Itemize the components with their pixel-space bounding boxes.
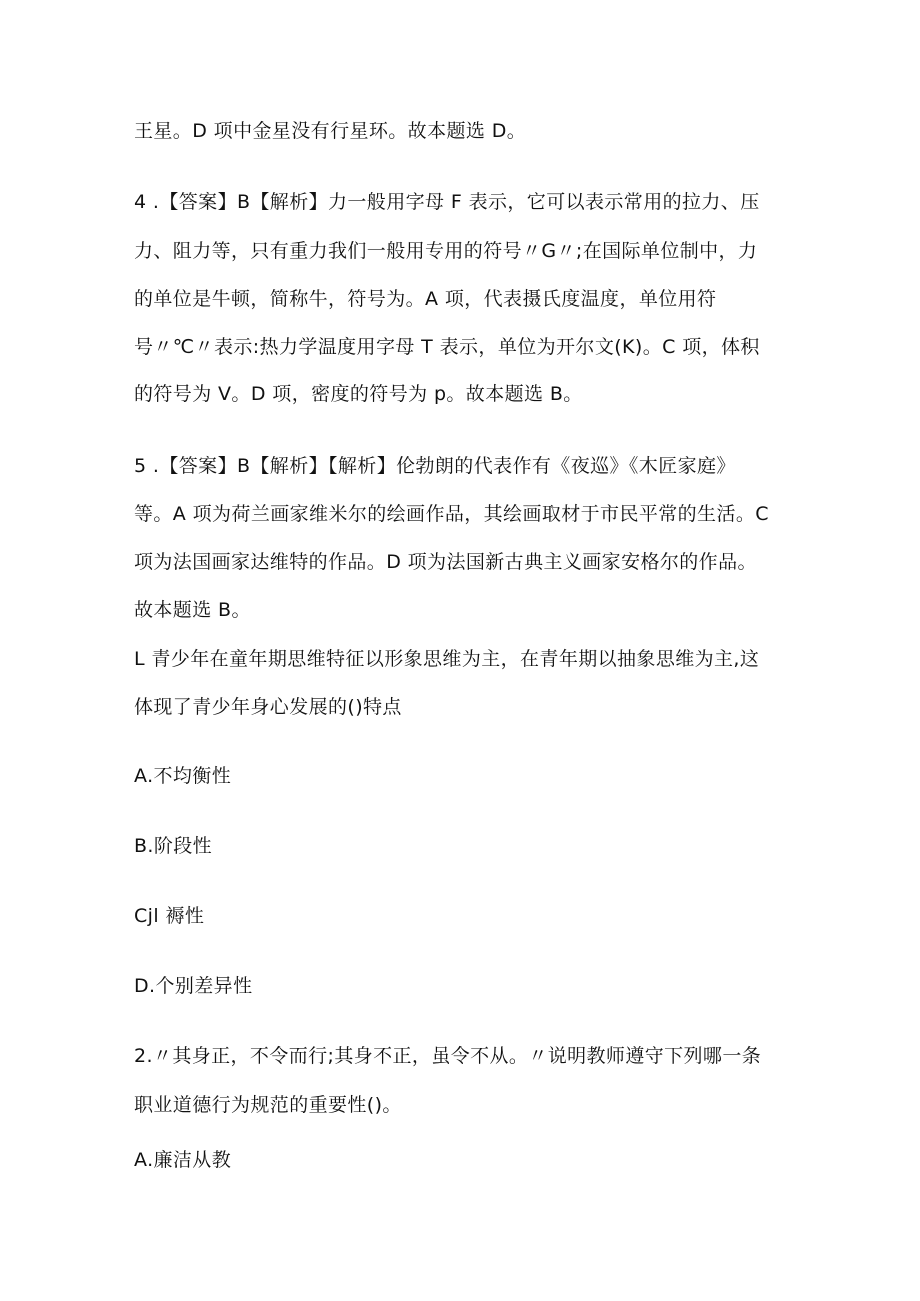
answer-option-a: A.廉洁从教 — [134, 1149, 232, 1171]
answer-option-c: Cjl 褥性 — [134, 905, 205, 927]
text-line: 王星。D 项中金星没有行星环。故本题选 D。 — [134, 120, 527, 142]
question-text: 职业道德行为规范的重要性()。 — [134, 1094, 402, 1116]
text-line: 故本题选 B。 — [134, 599, 251, 621]
question-text: L 青少年在童年期思维特征以形象思维为主，在青年期以抽象思维为主,这 — [134, 648, 760, 670]
text-line: 项为法国画家达维特的作品。D 项为法国新古典主义画家安格尔的作品。 — [134, 551, 757, 573]
question-text: 体现了青少年身心发展的()特点 — [134, 696, 402, 718]
answer-option-d: D.个别差异性 — [134, 975, 253, 997]
answer-option-a: A.不均衡性 — [134, 765, 232, 787]
text-line: 等。A 项为荷兰画家维米尔的绘画作品，其绘画取材于市民平常的生活。C — [134, 503, 769, 525]
text-line: 的符号为 V。D 项，密度的符号为 p。故本题选 B。 — [134, 383, 583, 405]
text-line: 力、阻力等，只有重力我们一般用专用的符号〃G〃;在国际单位制中，力 — [134, 240, 758, 262]
answer-option-b: B.阶段性 — [134, 835, 213, 857]
text-line: 号〃℃〃表示:热力学温度用字母 T 表示，单位为开尔文(K)。C 项，体积 — [134, 336, 760, 358]
text-line: 4 .【答案】B【解析】力一般用字母 F 表示，它可以表示常用的拉力、压 — [134, 191, 760, 213]
text-line: 5 .【答案】B【解析】【解析】伦勃朗的代表作有《夜巡》《木匠家庭》 — [134, 455, 736, 477]
question-text: 2.〃其身正，不令而行;其身不正，虽令不从。〃说明教师遵守下列哪一条 — [134, 1045, 762, 1067]
text-line: 的单位是牛顿，简称牛，符号为。A 项，代表摄氏度温度，单位用符 — [134, 288, 717, 310]
